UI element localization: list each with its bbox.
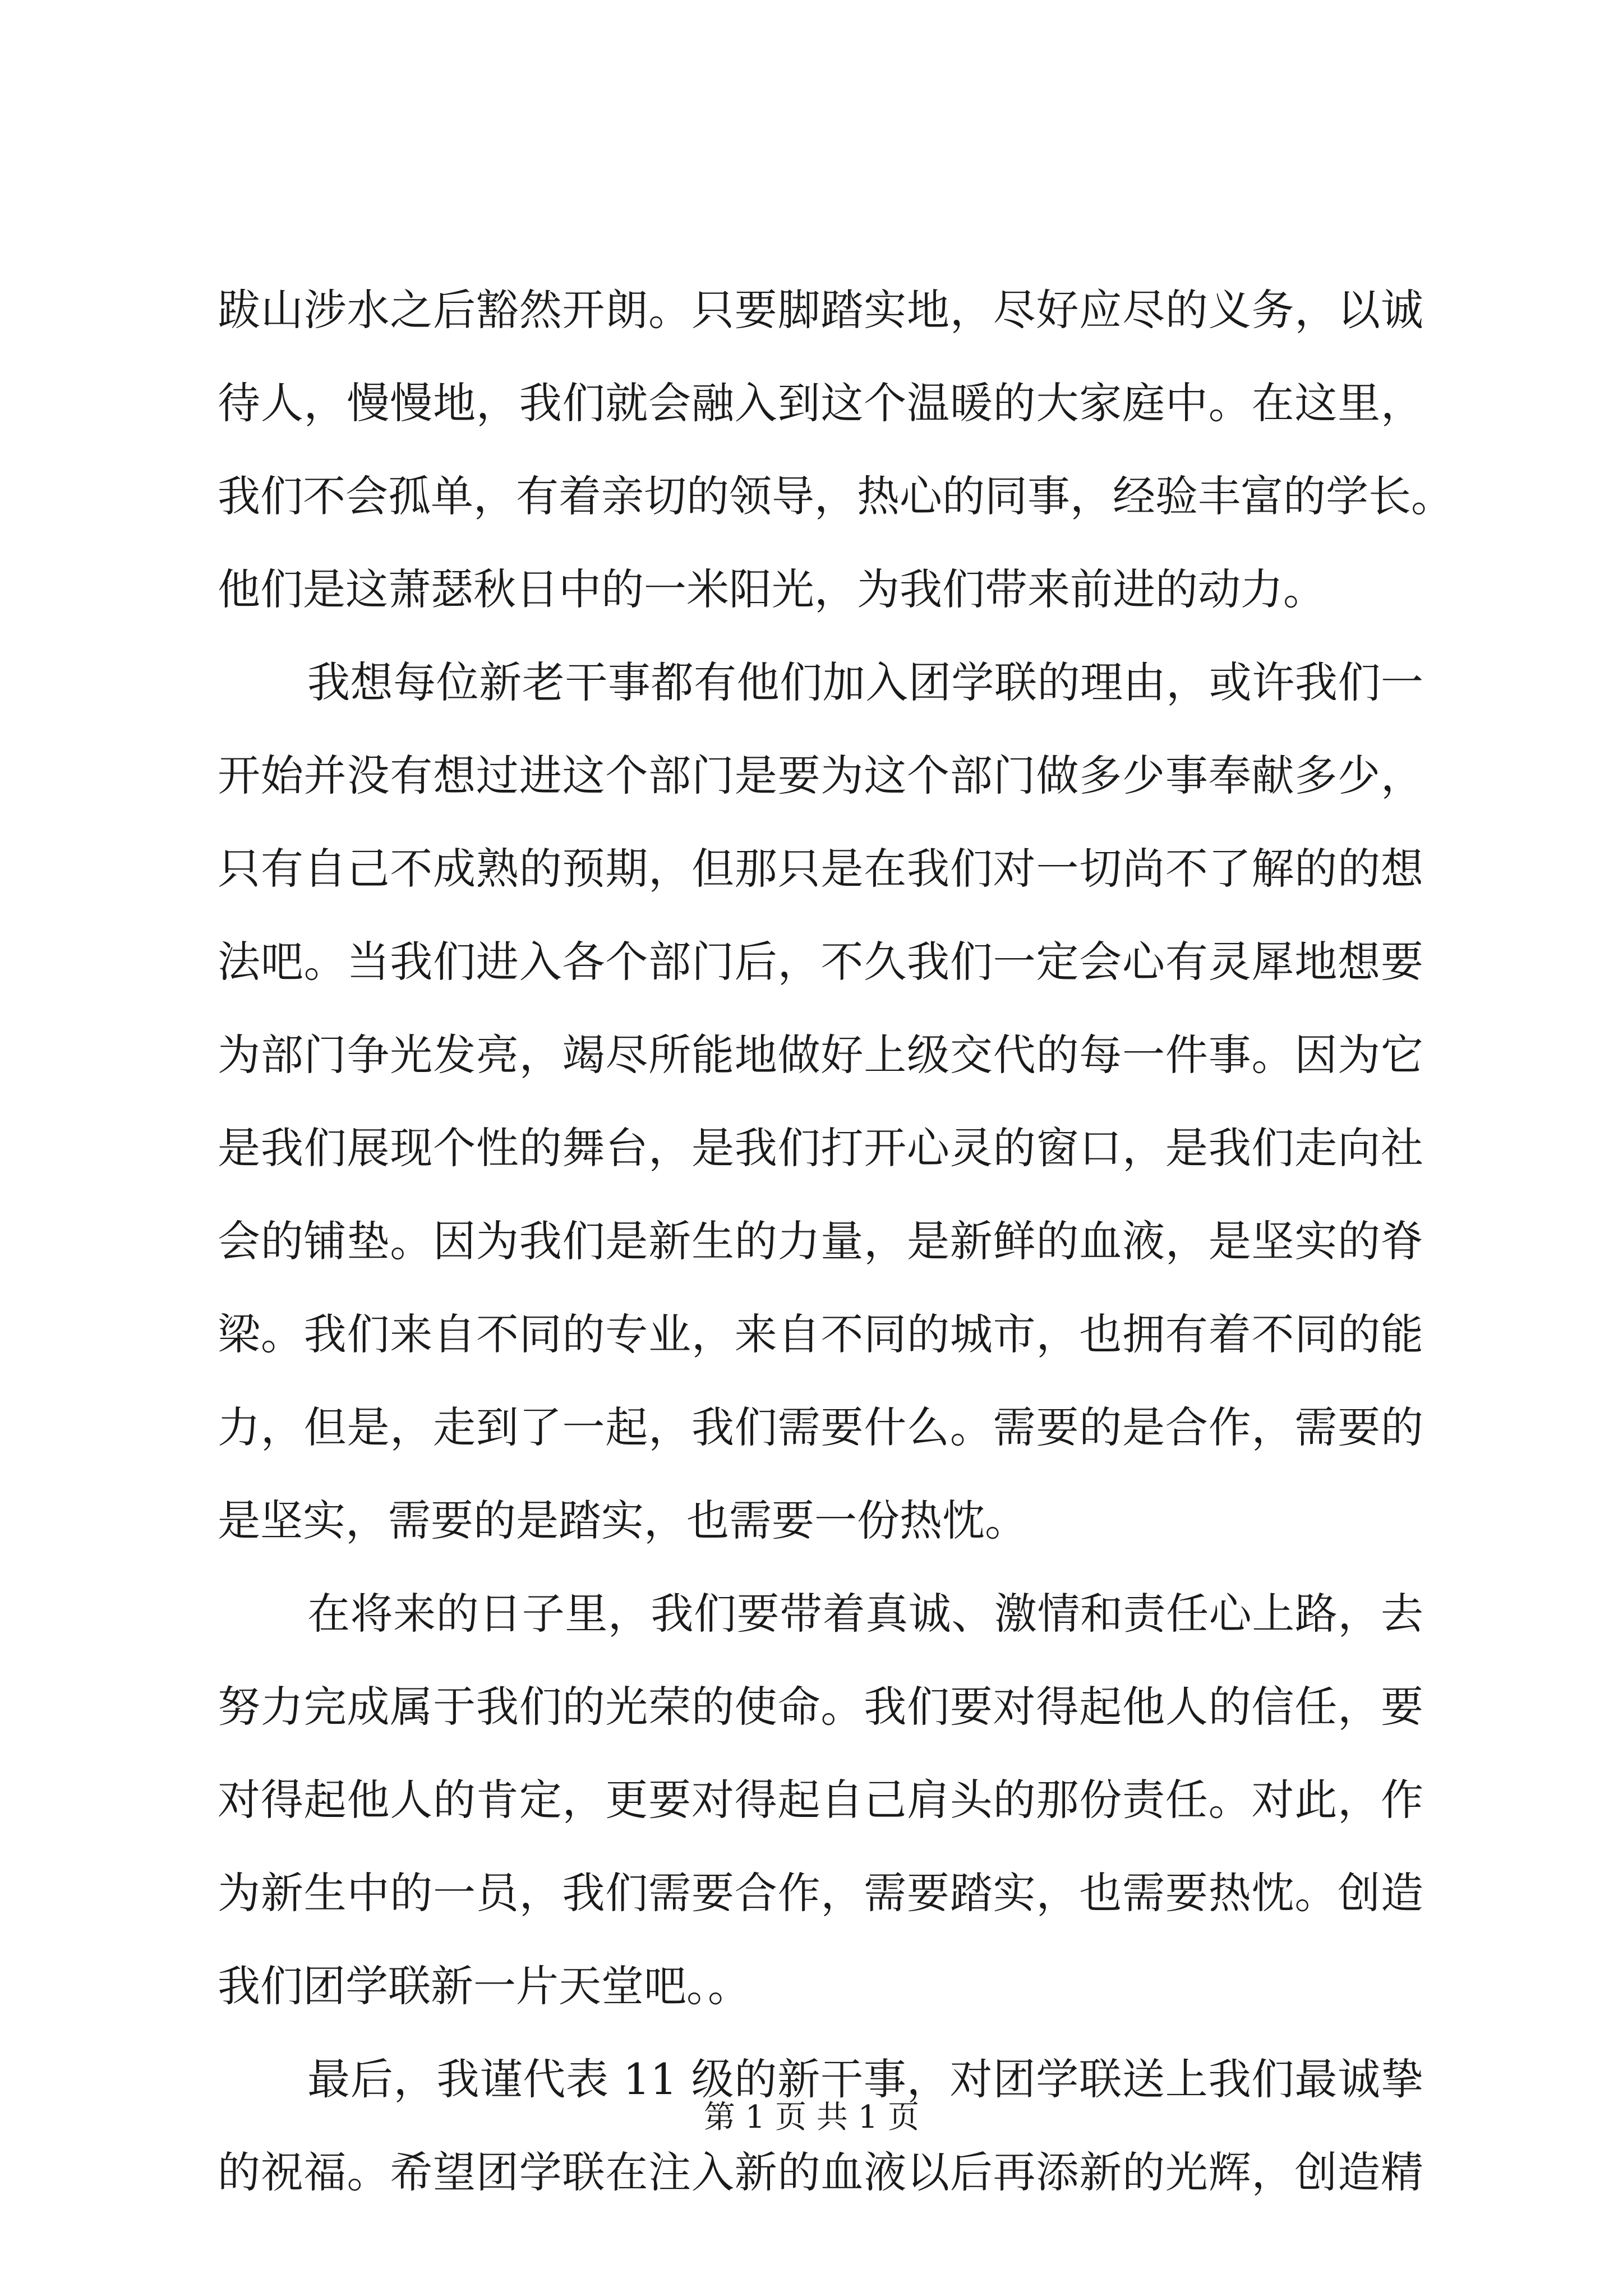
text-line: 为部门争光发亮，竭尽所能地做好上级交代的每一件事。因为它 — [218, 1030, 1423, 1080]
text-line: 会的铺垫。因为我们是新生的力量，是新鲜的血液，是坚实的脊 — [218, 1216, 1423, 1266]
body-text — [218, 264, 1454, 2219]
text-line: 是坚实，需要的是踏实，也需要一份热忱。 — [218, 1496, 1027, 1545]
text-line: 对得起他人的肯定，更要对得起自己肩头的那份责任。对此，作 — [218, 1775, 1423, 1825]
text-line: 力，但是，走到了一起，我们需要什么。需要的是合作，需要的 — [218, 1402, 1423, 1452]
text-line: 他们是这萧瑟秋日中的一米阳光，为我们带来前进的动力。 — [218, 564, 1326, 614]
text-line: 我们不会孤单，有着亲切的领导，热心的同事，经验丰富的学长。 — [218, 471, 1454, 521]
text-line: 待人，慢慢地，我们就会融入到这个温暖的大家庭中。在这里， — [218, 378, 1423, 428]
text-line: 在将来的日子里，我们要带着真诚、激情和责任心上路，去 — [307, 1589, 1423, 1639]
text-line: 努力完成属于我们的光荣的使命。我们要对得起他人的信任，要 — [218, 1682, 1423, 1732]
text-line: 最后，我谨代表 11 级的新干事，对团学联送上我们最诚挚 — [307, 2054, 1423, 2104]
text-line: 跋山涉水之后豁然开朗。只要脚踏实地，尽好应尽的义务，以诚 — [218, 285, 1423, 335]
text-line: 开始并没有想过进这个部门是要为这个部门做多少事奉献多少， — [218, 751, 1423, 800]
page-footer: 第 1 页 共 1 页 — [703, 2099, 920, 2136]
text-line: 法吧。当我们进入各个部门后，不久我们一定会心有灵犀地想要 — [218, 937, 1423, 987]
text-line: 我想每位新老干事都有他们加入团学联的理由，或许我们一 — [307, 657, 1423, 707]
text-line: 的祝福。希望团学联在注入新的血液以后再添新的光辉，创造精 — [218, 2147, 1423, 2197]
text-line: 为新生中的一员，我们需要合作，需要踏实，也需要热忱。创造 — [218, 1868, 1423, 1918]
text-line: 我们团学联新一片天堂吧。。 — [218, 1961, 750, 2011]
text-line: 是我们展现个性的舞台，是我们打开心灵的窗口，是我们走向社 — [218, 1123, 1423, 1173]
text-line: 梁。我们来自不同的专业，来自不同的城市，也拥有着不同的能 — [218, 1309, 1423, 1359]
text-line: 只有自己不成熟的预期，但那只是在我们对一切尚不了解的的想 — [218, 844, 1423, 894]
